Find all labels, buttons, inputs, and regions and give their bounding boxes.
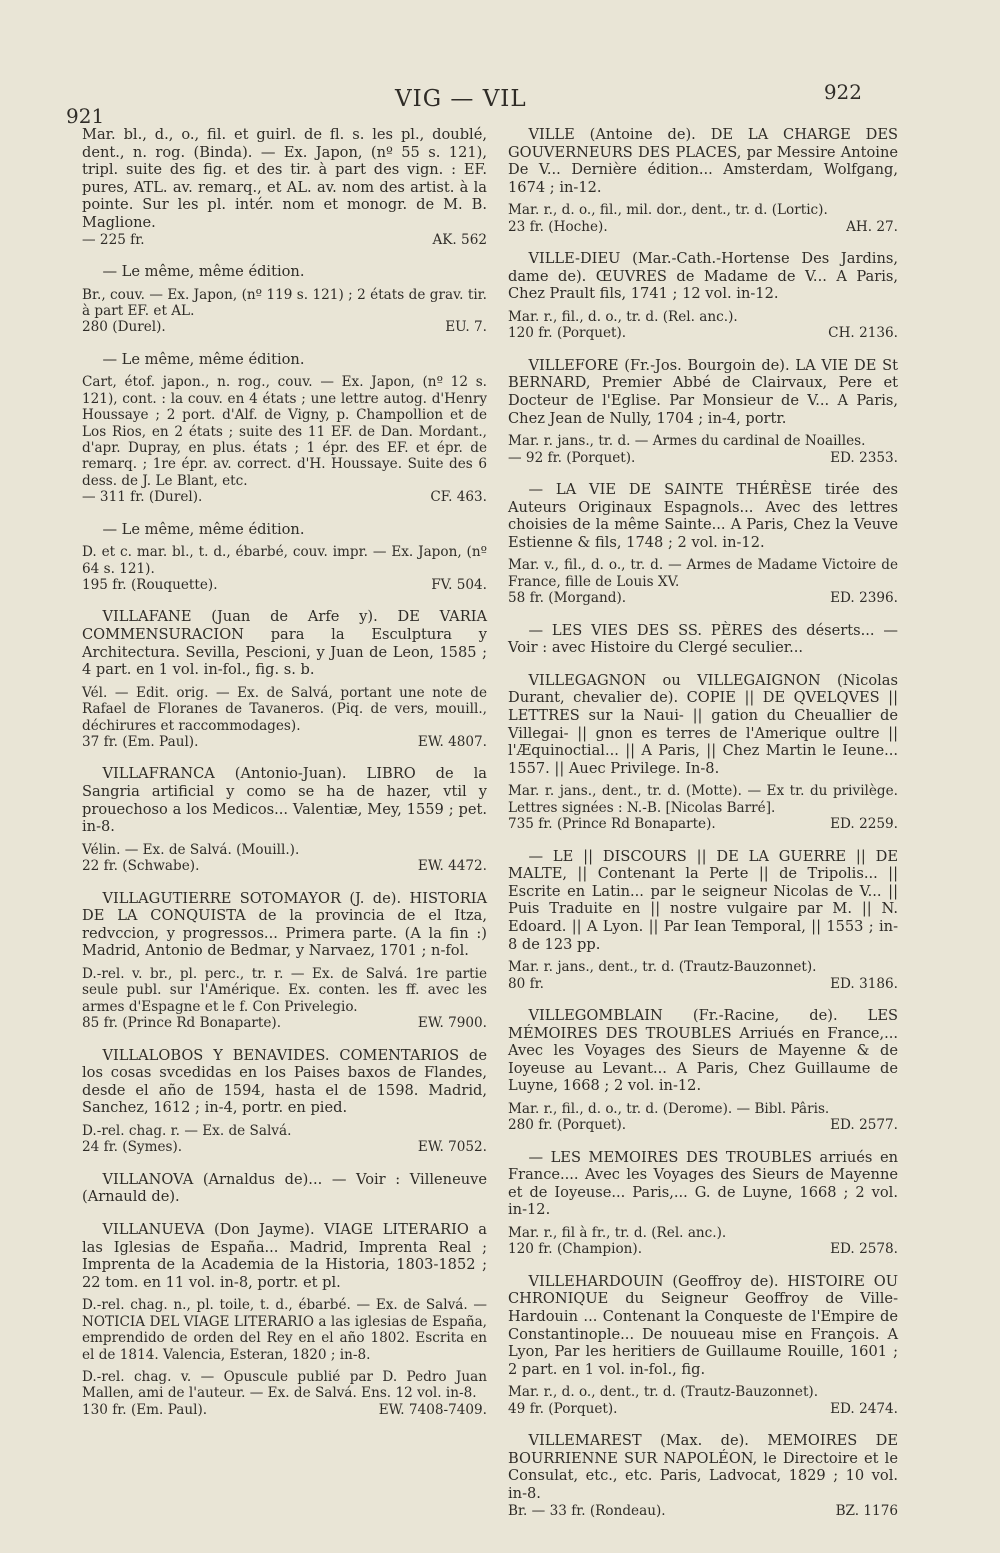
catalog-entry <box>82 521 487 594</box>
price-line <box>508 1503 898 1519</box>
catalog-entry <box>82 126 487 248</box>
entry-description: D. et c. mar. bl., t. d., ébarbé, couv. impr. — Ex. Japon, (nº 64 s. 121). <box>82 544 487 577</box>
price-line <box>508 1241 898 1257</box>
entry-price: 735 fr. (Prince Rd Bonaparte). <box>508 816 716 833</box>
catalog-entry <box>508 622 898 657</box>
entry-ref: ED. 3186. <box>830 975 898 992</box>
catalog-entry <box>82 608 487 750</box>
catalog-entry <box>82 263 487 336</box>
entry-description: D.-rel. chag. r. — Ex. de Salvá. <box>82 1123 292 1139</box>
catalog-entry <box>508 1273 898 1417</box>
entry-price: 49 fr. (Porquet). <box>508 1400 618 1417</box>
entry-title: VILLANUEVA (Don Jayme). VIAGE LITERARIO a las Iglesias de España... Madrid, Imprenta Real ; Imprenta de la Academia de la Historia, 1803-1852 ; 22 tom. en 11 vol. in-8, portr. et pl. <box>82 1221 487 1291</box>
entry-title: VILLE-DIEU (Mar.-Cath.-Hortense Des Jardins, dame de). ŒUVRES de Madame de V... A Paris, Chez Prault fils, 1741 ; 12 vol. in-12. <box>508 250 898 303</box>
entry-price: 23 fr. (Hoche). <box>508 218 608 235</box>
catalog-entry <box>82 351 487 506</box>
entry-title: VILLEGAGNON ou VILLEGAIGNON (Nicolas Durant, chevalier de). COPIE || DE QVELQVES || LETTRES sur la Naui- || gation du Cheuallier de Villegai- || gnon es terres de l'Amerique oultre || l'Æquinoctial... || A Paris, || Chez Martin le Ieune... 1557. || Auec Privilege. In-8. <box>508 671 898 777</box>
entry-price: 195 fr. (Rouquette). <box>82 577 218 594</box>
entry-price: 85 fr. (Prince Rd Bonaparte). <box>82 1015 282 1032</box>
entry-description: Mar. r. jans., dent., tr. d. (Motte). — Ex tr. du privilège. Lettres signées : N.-B. [Nicolas Barré]. <box>508 783 898 816</box>
entry-title: — Le même, même édition. <box>102 262 305 280</box>
entry-description: Mar. r. jans., tr. d. — Armes du cardinal de Noailles. <box>508 433 866 450</box>
entry-description: Mar. r. jans., dent., tr. d. (Trautz-Bauzonnet). <box>508 959 817 976</box>
entry-description: Br., couv. — Ex. Japon, (nº 119 s. 121) ; 2 états de grav. tir. à part EF. et AL. <box>82 286 487 319</box>
catalog-entry <box>508 126 898 235</box>
entry-price: 24 fr. (Symes). <box>82 1139 183 1156</box>
price-line <box>508 816 898 832</box>
price-line <box>82 1015 487 1031</box>
entry-price: 120 fr. (Porquet). <box>508 325 627 342</box>
entry-title: — LES MEMOIRES DES TROUBLES arriués en France.... Avec les Voyages des Sieurs de Mayenne et de Ioyeuse... Paris,... G. de Luyne, 1668 ; 2 vol. in-12. <box>508 1148 898 1219</box>
entry-description: D.-rel. v. br., pl. perc., tr. r. — Ex. de Salvá. 1re partie seule publ. sur l'Amérique. Ex. conten. les ff. avec les armes d'Espagne et le f. Con Privelegio. <box>82 966 487 1015</box>
entry-ref: EW. 4807. <box>417 734 487 751</box>
catalog-entry <box>82 765 487 874</box>
price-line <box>508 976 898 992</box>
entry-ref: ED. 2474. <box>830 1400 898 1417</box>
catalog-entry <box>82 1171 487 1206</box>
price-line <box>508 219 898 235</box>
catalog-entry <box>508 1432 898 1519</box>
entry-ref: CH. 2136. <box>828 325 898 342</box>
running-title: VIG — VIL <box>395 86 527 112</box>
entry-ref: ED. 2396. <box>830 590 898 607</box>
entry-title: — Le même, même édition. <box>102 350 305 368</box>
catalog-entry <box>508 1007 898 1134</box>
entry-ref: EW. 7052. <box>417 1139 487 1156</box>
entry-title: — LA VIE DE SAINTE THÉRÈSE tirée des Auteurs Originaux Espagnols... Avec des lettres choisies de la même Sainte... A Paris, Chez la Veuve Estienne & fils, 1748 ; 2 vol. in-12. <box>508 480 898 551</box>
price-line <box>82 734 487 750</box>
entry-ref: EW. 4472. <box>417 858 487 875</box>
catalog-entry <box>82 890 487 1032</box>
price-line <box>508 450 898 466</box>
catalog-entry <box>508 250 898 342</box>
price-line <box>82 319 487 335</box>
page-number-right: 922 <box>823 80 862 104</box>
price-line <box>508 590 898 606</box>
catalog-entry <box>508 357 898 466</box>
entry-ref: ED. 2353. <box>830 449 898 466</box>
entry-title: VILLANOVA (Arnaldus de)... — Voir : Villeneuve (Arnauld de). <box>82 1170 487 1206</box>
entry-title: VILLE (Antoine de). DE LA CHARGE DES GOUVERNEURS DES PLACES, par Messire Antoine De V... Dernière édition... Amsterdam, Wolfgang, 1674 ; in-12. <box>508 126 898 196</box>
entry-ref: EW. 7408-7409. <box>378 1401 487 1418</box>
entry-price: — 311 fr. (Durel). <box>82 489 203 506</box>
entry-ref: ED. 2259. <box>830 816 898 833</box>
entry-price: 58 fr. (Morgand). <box>508 590 627 607</box>
entry-price: — 225 fr. <box>82 231 145 248</box>
price-line <box>82 1402 487 1418</box>
entry-description <box>508 1503 666 1519</box>
entry-ref: CF. 463. <box>430 489 487 506</box>
entry-description: D.-rel. chag. n., pl. toile, t. d., ébarbé. — Ex. de Salvá. — NOTICIA DEL VIAGE LITERARIO a las iglesias de España, emprendido de orden del Rey en el año 1802. Escrita en el de 1814. Valencia, Esteran, 1820 ; in-8. <box>82 1297 487 1363</box>
entry-ref: ED. 2578. <box>830 1241 898 1258</box>
entry-price: 130 fr. (Em. Paul). <box>82 1401 208 1418</box>
entry-ref: EU. 7. <box>445 319 487 336</box>
entry-price: 22 fr. (Schwabe). <box>82 858 200 875</box>
price-line <box>82 1139 487 1155</box>
entry-title: — LE || DISCOURS || DE LA GUERRE || DE MALTE, || Contenant la Perte || de Tripolis... || Escrite en Latin... par le seigneur Nicolas de V... || Puis Traduite en || nostre vulgaire par M. || N. Edoard. || A Lyon. || Par Iean Temporal, || 1553 ; in-8 de 123 pp. <box>508 847 898 953</box>
price-line <box>82 858 487 874</box>
entry-description: Mar. r., fil à fr., tr. d. (Rel. anc.). <box>508 1225 727 1242</box>
entry-ref: AK. 562 <box>432 231 487 248</box>
price-line <box>82 232 487 248</box>
catalog-entry <box>508 1149 898 1258</box>
page-header <box>0 78 1000 128</box>
entry-title: VILLEHARDOUIN (Geoffroy de). HISTOIRE OU CHRONIQUE du Seigneur Geoffroy de Ville-Hardouin ... Contenant la Conqueste de l'Empire de Constantinople... De nouueau mise en François. A Lyon, Par les heritiers de Guillaume Rouille, 1601 ; 2 part. en 1 vol. in-fol., fig. <box>508 1272 898 1378</box>
catalog-entry <box>508 481 898 607</box>
entry-description-2: D.-rel. chag. v. — Opuscule publié par D. Pedro Juan Mallen, ami de l'auteur. — Ex. de Salvá. Ens. 12 vol. in-8. <box>82 1369 487 1402</box>
catalog-entry <box>82 1047 487 1156</box>
price-line <box>82 577 487 593</box>
entry-price: 37 fr. (Em. Paul). <box>82 734 199 751</box>
entry-description: Cart, étof. japon., n. rog., couv. — Ex. Japon, (nº 12 s. 121), cont. : la couv. en 4 états ; une lettre autog. d'Henry Houssaye ; 2 port. d'Alf. de Vigny, p. Champollion et de Los Rios, en 2 états ; suite des 11 EF. de Dan. Mordant., d'apr. Dupray, en plus. états ; 1 épr. des EF. et épr. de remarq. ; 1re épr. av. correct. d'H. Houssaye. Suite des 6 dess. de J. Le Blant, etc. <box>82 374 487 489</box>
entry-ref: FV. 504. <box>431 577 487 594</box>
entry-ref: BZ. 1176 <box>835 1502 898 1519</box>
entry-price: — 33 fr. (Rondeau). <box>531 1502 666 1519</box>
entry-description: Mar. r., d. o., fil., mil. dor., dent., tr. d. (Lortic). <box>508 202 828 219</box>
catalog-entry <box>82 1221 487 1418</box>
entry-title: VILLEGOMBLAIN (Fr.-Racine, de). LES MÉMOIRES DES TROUBLES Arriués en France,... Avec les Voyages des Sieurs de Mayenne & de Ioyeuse au Levant... A Paris, Chez Guillaume de Luyne, 1668 ; 2 vol. in-12. <box>508 1006 898 1095</box>
entry-description: Mar. bl., d., o., fil. et guirl. de fl. s. les pl., doublé, dent., n. rog. (Binda). — Ex. Japon, (nº 55 s. 121), tripl. suite des fig. et des tir. à part des vign. : EF. pures, ATL. av. remarq., et AL. av. nom des artist. à la pointe. Sur les pl. intér. nom et monogr. de M. B. Maglione. <box>82 126 487 231</box>
entry-title: — Le même, même édition. <box>102 520 305 538</box>
entry-title: VILLALOBOS Y BENAVIDES. COMENTARIOS de los cosas svcedidas en los Paises baxos de Flandes, desde el año de 1594, hasta el de 1598. Madrid, Sanchez, 1612 ; in-4, portr. en pied. <box>82 1046 487 1117</box>
entry-price: 280 (Durel). <box>82 319 166 336</box>
right-column <box>508 126 898 1534</box>
entry-description: Mar. v., fil., d. o., tr. d. — Armes de Madame Victoire de France, fille de Louis XV. <box>508 557 898 590</box>
entry-title: VILLAFANE (Juan de Arfe y). DE VARIA COMMENSURACION para la Esculptura y Architectura. Sevilla, Pescioni, y Juan de Leon, 1585 ; 4 part. en 1 vol. in-fol., fig. s. b. <box>82 608 487 679</box>
entry-description: Mar. r., fil., d. o., tr. d. (Rel. anc.). <box>508 308 738 325</box>
entry-price: 120 fr. (Champion). <box>508 1241 643 1258</box>
entry-title: VILLAGUTIERRE SOTOMAYOR (J. de). HISTORIA DE LA CONQUISTA de la provincia de el Itza, redvccion, y progressos... Primera parte. (A la fin :) Madrid, Antonio de Bedmar, y Narvaez, 1701 ; n-fol. <box>82 889 487 960</box>
entry-title: VILLAFRANCA (Antonio-Juan). LIBRO de la Sangria artificial y como se ha de hazer, vtil y prouechoso a los Medicos... Valentiæ, Mey, 1559 ; pet. in-8. <box>82 765 487 836</box>
entry-binding: Br. <box>508 1502 528 1519</box>
entry-title: — LES VIES DES SS. PÈRES des déserts... — Voir : avec Histoire du Clergé seculier... <box>508 621 898 657</box>
entry-ref: AH. 27. <box>846 218 898 235</box>
price-line <box>82 489 487 505</box>
entry-description: Mar. r., d. o., dent., tr. d. (Trautz-Bauzonnet). <box>508 1384 819 1401</box>
left-column <box>82 126 487 1433</box>
entry-price: — 92 fr. (Porquet). <box>508 449 636 466</box>
entry-ref: ED. 2577. <box>830 1117 898 1134</box>
entry-title: VILLEFORE (Fr.-Jos. Bourgoin de). LA VIE DE St BERNARD, Premier Abbé de Clairvaux, Pere et Docteur de l'Eglise. Par Monsieur de V... A Paris, Chez Jean de Nully, 1704 ; in-4, portr. <box>508 356 898 427</box>
price-line <box>508 1117 898 1133</box>
catalog-entry <box>508 848 898 992</box>
page-number-left: 921 <box>66 104 105 128</box>
entry-price: 80 fr. <box>508 975 544 992</box>
entry-price: 280 fr. (Porquet). <box>508 1117 627 1134</box>
price-line <box>508 325 898 341</box>
entry-description: Vél. — Edit. orig. — Ex. de Salvá, portant une note de Rafael de Floranes de Tavaneros. (Piq. de vers, mouill., déchirures et raccommodages). <box>82 684 487 734</box>
entry-description: Vélin. — Ex. de Salvá. (Mouill.). <box>82 841 300 858</box>
entry-ref: EW. 7900. <box>417 1015 487 1032</box>
catalog-entry <box>508 672 898 833</box>
entry-title: VILLEMAREST (Max. de). MEMOIRES DE BOURRIENNE SUR NAPOLÉON, le Directoire et le Consulat, etc., etc. Paris, Ladvocat, 1829 ; 10 vol. in-8. <box>508 1432 898 1503</box>
price-line <box>508 1401 898 1417</box>
entry-description: Mar. r., fil., d. o., tr. d. (Derome). — Bibl. Pâris. <box>508 1100 830 1117</box>
